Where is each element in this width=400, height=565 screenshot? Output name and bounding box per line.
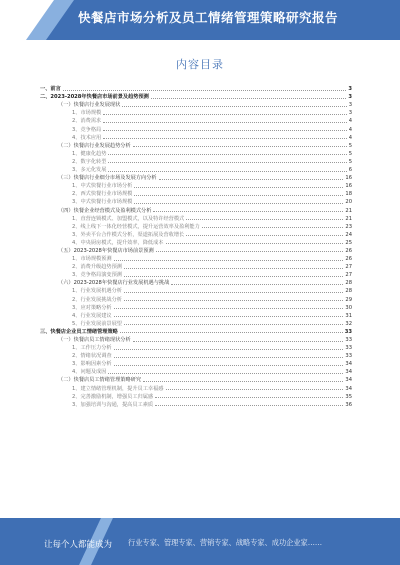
- toc-entry-page: 24: [345, 231, 352, 238]
- toc-entry-page: 4: [348, 134, 352, 141]
- toc-entry-label: 1、建立情绪管理机制，提升员工幸福感: [72, 385, 164, 392]
- toc-entry-label: 1、中式快餐行业市场分析: [72, 183, 133, 190]
- toc-entry-label: 5、行业发展前景展望: [72, 320, 122, 327]
- toc-leader-dots: [186, 219, 343, 220]
- toc-entry-page: 34: [345, 385, 352, 392]
- toc-entry-label: 3、外卖平台合作模式分析，渠道拓展及营收增长: [72, 231, 185, 238]
- toc-entry[interactable]: [40, 238, 352, 246]
- toc-entry[interactable]: [40, 367, 352, 375]
- toc-entry[interactable]: [40, 124, 352, 132]
- toc-entry-label: 2、数字化转型: [72, 158, 107, 165]
- toc-entry-label: 3、影响因素分析: [72, 361, 112, 368]
- toc-entry[interactable]: [40, 108, 352, 116]
- toc-leader-dots: [103, 130, 346, 131]
- toc-entry-page: 28: [345, 280, 352, 287]
- toc-entry[interactable]: [40, 351, 352, 359]
- toc-leader-dots: [103, 122, 346, 123]
- footer-slogan: 让每个人都能成为: [44, 540, 113, 550]
- toc-entry-label: 2、消费需求: [72, 118, 102, 125]
- toc-entry-label: 3、加强培训与沟通，提高员工素质: [72, 401, 154, 408]
- toc-entry-page: 33: [344, 328, 352, 335]
- toc-entry[interactable]: [40, 383, 352, 391]
- report-title: 快餐店市场分析及员工情绪管理策略研究报告: [78, 10, 339, 25]
- toc-entry-page: 3: [348, 86, 352, 93]
- toc-entry-label: 1、市场规模: [72, 110, 102, 117]
- toc-leader-dots: [124, 300, 343, 301]
- toc-entry[interactable]: [40, 230, 352, 238]
- toc-entry-page: 5: [348, 158, 352, 165]
- toc-entry-label: 1、行业发展机遇分析: [72, 288, 122, 295]
- toc-entry[interactable]: [40, 141, 352, 149]
- toc-leader-dots: [114, 349, 344, 350]
- toc-entry-label: 2、完善激励机制，增强员工归属感: [72, 393, 154, 400]
- toc-entry-label: 3、竞争格局演变预测: [72, 272, 122, 279]
- toc-entry[interactable]: [40, 262, 352, 270]
- toc-entry-label: （四）快餐企业经营模式及盈利模式分析: [58, 207, 152, 214]
- toc-entry[interactable]: [40, 205, 352, 213]
- toc-entry-page: 27: [345, 264, 352, 271]
- toc-entry[interactable]: [40, 375, 352, 383]
- toc-leader-dots: [63, 90, 347, 91]
- toc-entry-label: 2、线上线下一体化经营模式，提升运营效率及盈利能力: [72, 223, 200, 230]
- toc-heading: 内容目录: [176, 58, 224, 71]
- toc-entry[interactable]: [40, 294, 352, 302]
- toc-leader-dots: [153, 211, 343, 212]
- toc-leader-dots: [108, 171, 346, 172]
- toc-leader-dots: [108, 154, 346, 155]
- toc-leader-dots: [124, 324, 343, 325]
- toc-entry[interactable]: [40, 149, 352, 157]
- toc-leader-dots: [114, 260, 344, 261]
- toc-entry-page: 4: [348, 118, 352, 125]
- toc-entry-page: 3: [348, 94, 352, 101]
- toc-entry-page: 30: [345, 304, 352, 311]
- toc-entry-label: 2、西式快餐行业市场规模: [72, 191, 133, 198]
- toc-leader-dots: [202, 227, 344, 228]
- toc-leader-dots: [114, 357, 344, 358]
- toc-entry-page: 34: [345, 377, 352, 384]
- page-footer: [0, 518, 400, 565]
- toc-entry-page: 33: [345, 353, 352, 360]
- toc-entry-label: 3、中式快餐行业市场规模: [72, 199, 133, 206]
- toc-entry-page: 20: [345, 199, 352, 206]
- toc-entry-page: 36: [345, 401, 352, 408]
- toc-entry-page: 33: [345, 345, 352, 352]
- toc-leader-dots: [159, 179, 344, 180]
- toc-entry[interactable]: [40, 173, 352, 181]
- toc-entry-label: 1、健康化趋势: [72, 150, 107, 157]
- toc-entry-label: （一）快餐店员工情绪现状分析: [58, 337, 131, 343]
- toc-entry-label: 2、情绪状况调查: [72, 353, 112, 360]
- toc-leader-dots: [166, 243, 344, 244]
- toc-entry-label: （二）快餐店行业发展趋势分析: [58, 142, 131, 149]
- toc-entry[interactable]: [40, 189, 352, 197]
- toc-leader-dots: [124, 276, 343, 277]
- toc-entry-label: 一、前言: [40, 86, 61, 93]
- toc-entry[interactable]: [40, 116, 352, 124]
- table-of-contents: [40, 84, 352, 408]
- toc-entry-label: （六）2023-2028年快餐店行业发展机遇与挑战: [58, 280, 170, 287]
- toc-entry-label: 1、直营连锁模式、加盟模式，以及特许经营模式: [72, 215, 185, 222]
- toc-entry[interactable]: [40, 222, 352, 230]
- toc-entry-label: 1、市场规模预测: [72, 256, 112, 263]
- toc-leader-dots: [143, 381, 343, 382]
- toc-entry-page: 32: [345, 320, 352, 327]
- toc-leader-dots: [133, 341, 344, 342]
- toc-leader-dots: [120, 332, 343, 333]
- toc-entry[interactable]: [40, 92, 352, 100]
- toc-entry-page: 29: [345, 296, 352, 303]
- toc-leader-dots: [124, 268, 343, 269]
- toc-entry[interactable]: [40, 319, 352, 327]
- toc-leader-dots: [133, 146, 347, 147]
- page-header: [0, 0, 400, 40]
- toc-leader-dots: [134, 195, 343, 196]
- toc-entry[interactable]: [40, 157, 352, 165]
- toc-entry-label: （五）2023-2028年快餐店市场前景预测: [58, 247, 154, 254]
- toc-entry-page: 23: [345, 223, 352, 230]
- toc-leader-dots: [114, 365, 344, 366]
- toc-leader-dots: [151, 98, 347, 99]
- toc-entry-page: 31: [345, 312, 352, 319]
- toc-leader-dots: [134, 203, 343, 204]
- toc-leader-dots: [108, 162, 346, 163]
- toc-entry[interactable]: [40, 254, 352, 262]
- toc-leader-dots: [114, 308, 344, 309]
- toc-entry[interactable]: [40, 100, 352, 108]
- toc-entry-label: 3、应对策略分析: [72, 304, 112, 311]
- toc-entry-page: 3: [348, 110, 352, 117]
- toc-leader-dots: [155, 405, 343, 406]
- toc-entry-page: 35: [345, 393, 352, 400]
- toc-entry[interactable]: [40, 311, 352, 319]
- toc-leader-dots: [186, 235, 343, 236]
- toc-entry-page: 21: [345, 207, 352, 214]
- toc-entry-page: 16: [345, 183, 352, 190]
- toc-entry[interactable]: [40, 270, 352, 278]
- toc-entry[interactable]: [40, 359, 352, 367]
- toc-entry-label: 3、竞争格局: [72, 126, 102, 133]
- toc-leader-dots: [103, 138, 346, 139]
- toc-entry[interactable]: [40, 246, 352, 254]
- toc-entry-label: （二）快餐店员工情绪管理策略研究: [58, 377, 142, 384]
- toc-entry-label: 4、行业发展建议: [72, 312, 112, 319]
- toc-entry-page: 5: [348, 150, 352, 157]
- toc-entry[interactable]: [40, 400, 352, 408]
- toc-entry[interactable]: [40, 84, 352, 92]
- toc-entry[interactable]: [40, 303, 352, 311]
- toc-entry[interactable]: [40, 343, 352, 351]
- toc-entry-page: 18: [345, 191, 352, 198]
- toc-leader-dots: [155, 397, 343, 398]
- toc-entry[interactable]: [40, 392, 352, 400]
- toc-leader-dots: [156, 251, 344, 252]
- toc-entry-page: 26: [345, 256, 352, 263]
- toc-entry-label: 4、技术应用: [72, 134, 102, 141]
- toc-entry-page: 28: [345, 288, 352, 295]
- toc-entry-page: 21: [345, 215, 352, 222]
- toc-entry[interactable]: [40, 286, 352, 294]
- toc-entry-page: 33: [345, 337, 352, 343]
- toc-entry-page: 26: [345, 247, 352, 254]
- toc-entry[interactable]: [40, 133, 352, 141]
- toc-entry-label: （一）快餐店行业发展现状: [58, 102, 121, 109]
- toc-entry[interactable]: [40, 214, 352, 222]
- toc-entry-label: （三）快餐店行业细分市场及发展方向分析: [58, 175, 157, 182]
- toc-entry-page: 5: [348, 142, 352, 149]
- toc-leader-dots: [171, 284, 343, 285]
- toc-leader-dots: [124, 292, 343, 293]
- toc-entry-page: 34: [345, 361, 352, 368]
- toc-entry-page: 25: [345, 239, 352, 246]
- toc-entry[interactable]: [40, 181, 352, 189]
- toc-leader-dots: [122, 106, 346, 107]
- toc-entry-label: 2、行业发展挑战分析: [72, 296, 122, 303]
- toc-entry[interactable]: [40, 165, 352, 173]
- toc-entry-page: 6: [348, 167, 352, 174]
- toc-entry[interactable]: [40, 335, 352, 343]
- toc-entry-label: 4、中央厨房模式，提升效率，降低成本: [72, 239, 164, 246]
- toc-entry-page: 34: [345, 369, 352, 376]
- toc-entry[interactable]: [40, 327, 352, 335]
- toc-leader-dots: [134, 187, 343, 188]
- toc-entry-page: 3: [348, 102, 352, 109]
- toc-entry-page: 27: [345, 272, 352, 279]
- toc-entry-label: 1、工作压力分析: [72, 345, 112, 352]
- toc-entry[interactable]: [40, 278, 352, 286]
- toc-entry-label: 4、问题及成因: [72, 369, 107, 376]
- footer-tagline: 行业专家、管理专家、营销专家、战略专家、成功企业家……: [128, 538, 323, 547]
- toc-entry[interactable]: [40, 197, 352, 205]
- toc-leader-dots: [166, 389, 344, 390]
- toc-entry-label: 三、快餐店企业员工情绪管理策略: [40, 328, 118, 335]
- toc-entry-label: 3、多元化发展: [72, 167, 107, 174]
- toc-entry-label: 2、消费升级趋势预测: [72, 264, 122, 271]
- toc-leader-dots: [108, 373, 343, 374]
- toc-entry-page: 4: [348, 126, 352, 133]
- toc-entry-label: 二、2023-2028年快餐店市场前景及趋势预测: [40, 94, 149, 101]
- toc-leader-dots: [103, 114, 346, 115]
- toc-leader-dots: [114, 316, 344, 317]
- toc-entry-page: 16: [345, 175, 352, 182]
